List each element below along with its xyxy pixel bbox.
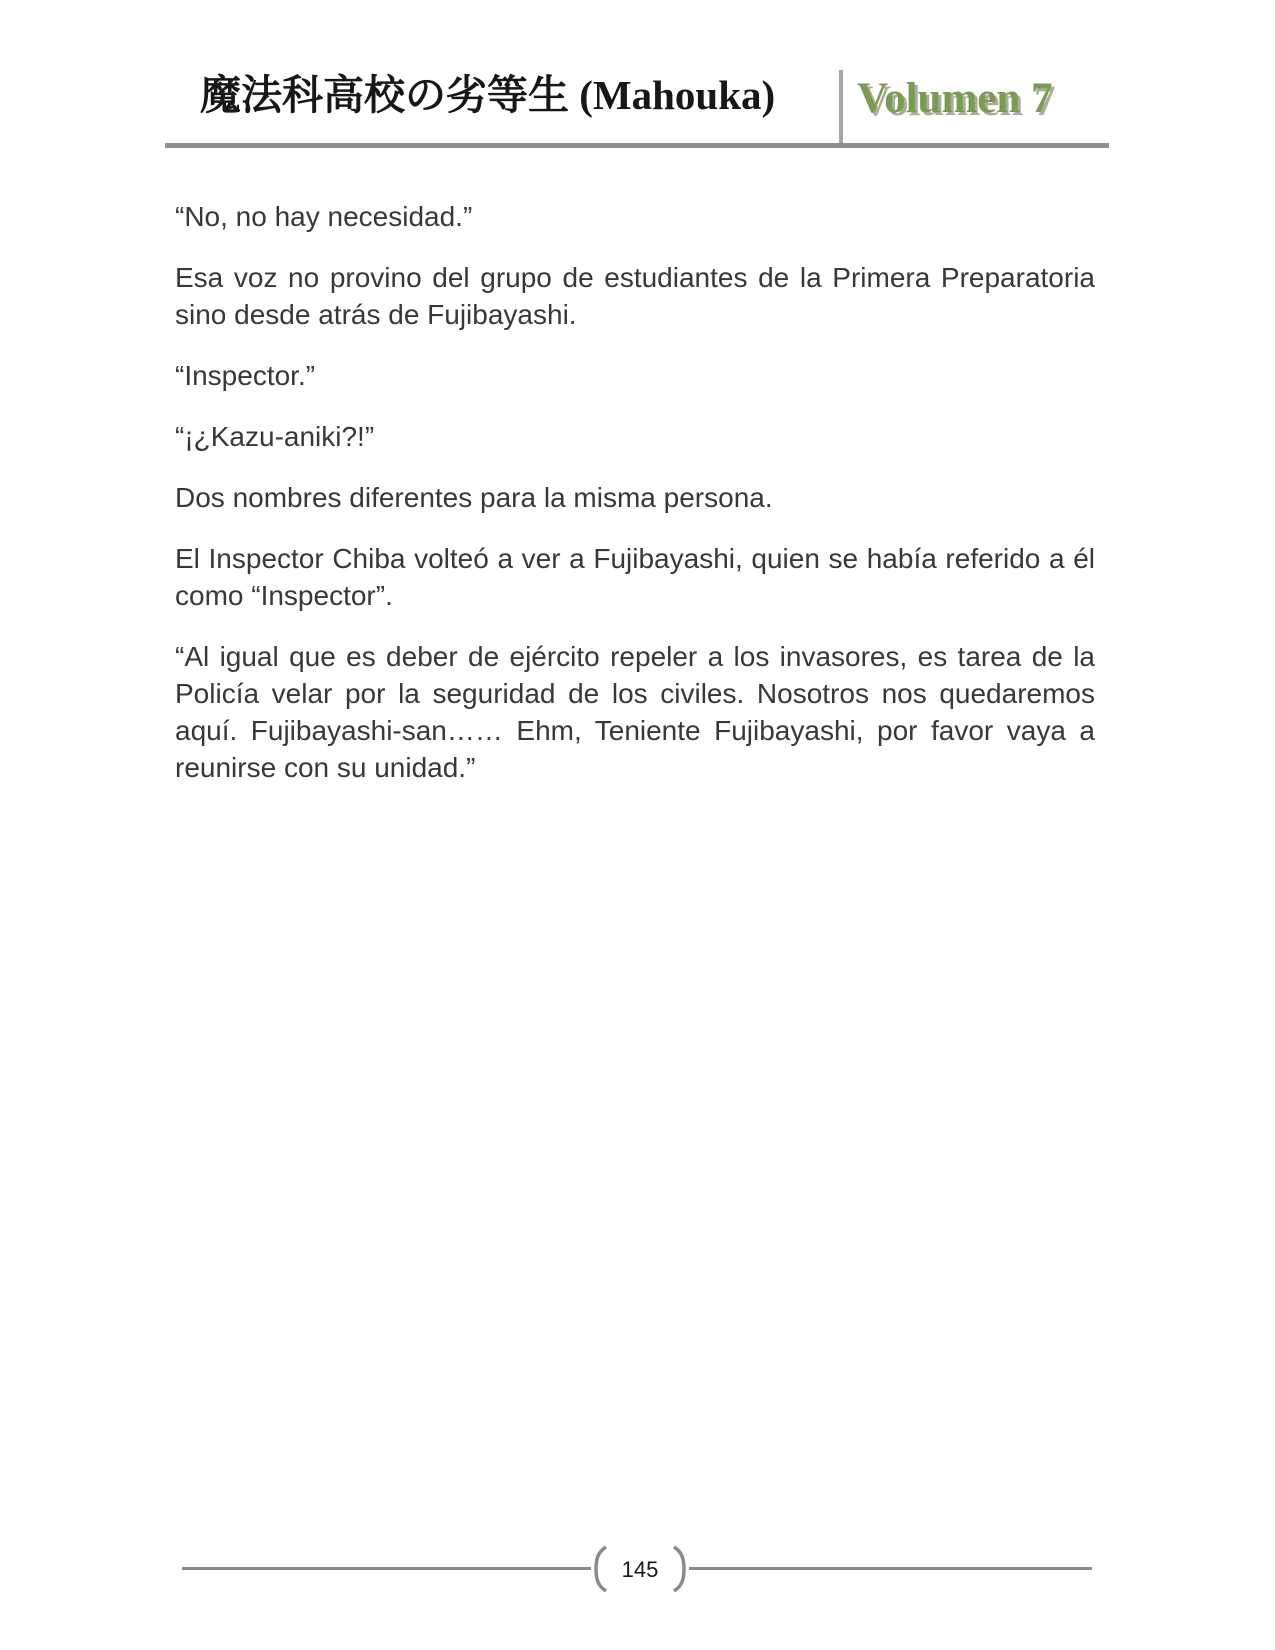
body-text-column <box>175 198 1095 786</box>
footer-rule-left <box>182 1567 591 1570</box>
paragraph: Dos nombres diferentes para la misma persona. <box>175 482 773 513</box>
paragraph: “Inspector.” <box>175 360 316 391</box>
volume-label: Volumen 7 <box>857 75 1053 122</box>
paragraph: Esa voz no provino del grupo de estudiantes de la Primera Preparatoria sino desde atrás de Fujibayashi. <box>175 262 1095 330</box>
header-vertical-divider <box>839 70 843 144</box>
footer-right-bracket-icon <box>671 1545 689 1593</box>
paragraph: “Al igual que es deber de ejército repeler a los invasores, es tarea de la Policía velar por la seguridad de los civiles. Nosotros nos quedaremos aquí. Fujibayashi-san…… Ehm, Teniente Fujibayashi, por favor vaya a reunirse con su unidad.” <box>175 641 1095 783</box>
paragraph: El Inspector Chiba volteó a ver a Fujibayashi, quien se había referido a él como “Inspector”. <box>175 543 1095 611</box>
page-number: 145 <box>621 1557 659 1582</box>
page-header-title: 魔法科高校の劣等生 (Mahouka) <box>200 72 776 118</box>
header-horizontal-rule <box>165 143 1109 148</box>
paragraph: “¡¿Kazu-aniki?!” <box>175 421 375 452</box>
paragraph: “No, no hay necesidad.” <box>175 201 473 232</box>
footer-rule-right <box>689 1567 1092 1570</box>
